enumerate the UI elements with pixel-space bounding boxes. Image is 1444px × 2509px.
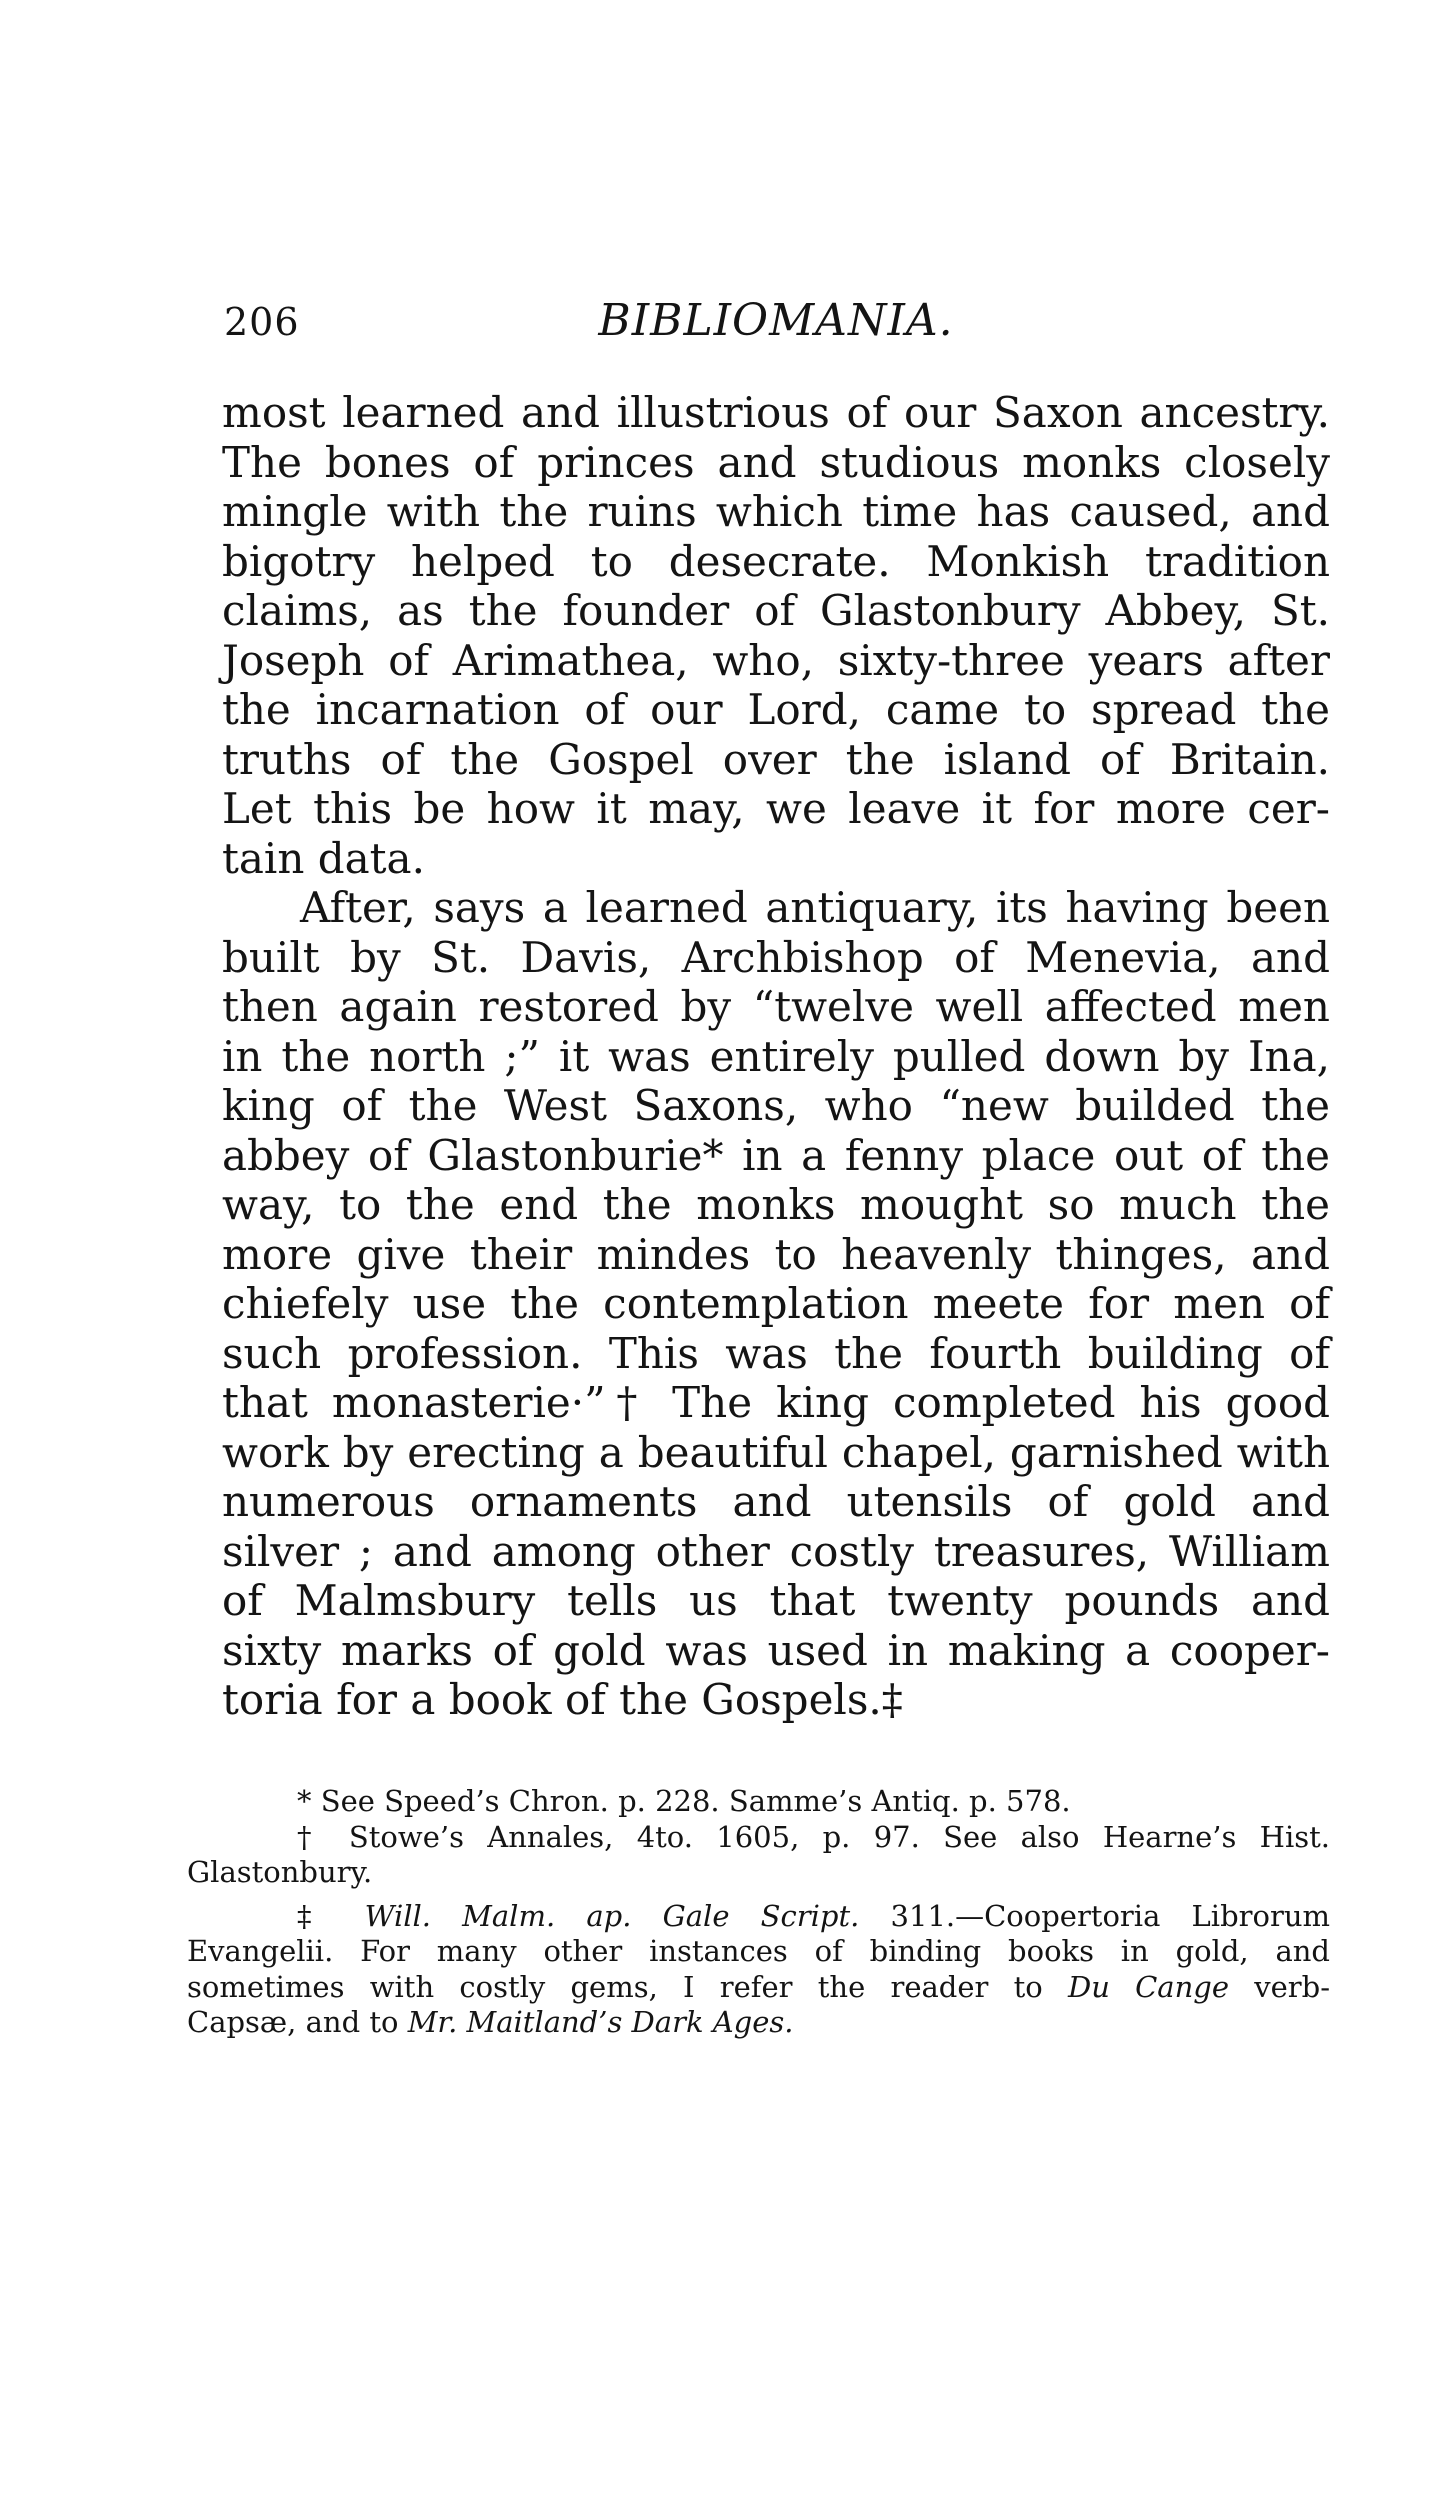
text-line	[187, 1820, 1330, 1856]
text-segment: toria for a book of the Gospels.‡	[222, 1675, 903, 1724]
text-line	[222, 1378, 1330, 1428]
text-segment: Evangelii. For many other instances of binding books in gold, and	[187, 1934, 1330, 1968]
text-segment: of Malmsbury tells us that twenty pounds and	[222, 1576, 1330, 1625]
text-segment: silver ; and among other costly treasures, William	[222, 1526, 1330, 1576]
text-line	[222, 933, 1330, 983]
text-segment: claims, as the founder of Glastonbury Abbey, St.	[222, 586, 1330, 635]
text-line	[222, 883, 1330, 933]
text-line	[222, 1032, 1330, 1082]
text-segment: that monasterie·”† The king completed his good	[222, 1378, 1330, 1427]
text-segment: After, says a learned antiquary, its having been	[300, 883, 1330, 932]
text-segment: † Stowe’s Annales, 4to. 1605, p. 97. See also Hearne’s Hist.	[297, 1819, 1330, 1854]
footnote-dagger	[187, 1820, 1330, 1891]
footnote-asterisk	[187, 1784, 1330, 1820]
text-line	[222, 685, 1330, 735]
text-segment: abbey of Glastonburie* in a fenny place out of the	[222, 1130, 1330, 1180]
text-segment: Let this be how it may, we leave it for more cer-	[222, 784, 1330, 833]
italic-text: Will. Malm. ap. Gale Script.	[364, 1898, 860, 1933]
text-segment: numerous ornaments and utensils of gold and	[222, 1477, 1330, 1526]
text-line	[187, 1855, 1330, 1891]
text-segment: way, to the end the monks mought so much the	[222, 1180, 1330, 1229]
text-line	[222, 1131, 1330, 1181]
text-segment: king of the West Saxons, who “new builded the	[222, 1081, 1330, 1130]
text-line	[222, 1675, 1330, 1725]
text-line	[222, 537, 1330, 587]
text-line	[222, 1626, 1330, 1676]
running-title: BIBLIOMANIA.	[598, 295, 954, 346]
text-line	[187, 1934, 1330, 1970]
body-text	[222, 388, 1330, 1725]
text-line	[187, 1899, 1330, 1935]
text-line	[222, 735, 1330, 785]
text-segment: * See Speed’s Chron. p. 228. Samme’s Antiq. p. 578.	[297, 1784, 1071, 1818]
text-segment: most learned and illustrious of our Saxon ancestry.	[222, 388, 1330, 437]
italic-text: Mr. Maitland’s Dark Ages.	[407, 2005, 794, 2039]
text-segment: sometimes with costly gems, I refer the reader to	[187, 1969, 1068, 2004]
text-line	[187, 1970, 1330, 2006]
text-line	[222, 982, 1330, 1032]
text-line	[222, 388, 1330, 438]
footnote-double-dagger	[187, 1899, 1330, 2041]
italic-text: Du Cange	[1067, 1969, 1229, 2004]
text-line	[222, 1329, 1330, 1379]
text-segment: the incarnation of our Lord, came to spread the	[222, 685, 1330, 734]
text-segment: Joseph of Arimathea, who, sixty-three years after	[222, 635, 1330, 685]
text-line	[222, 784, 1330, 834]
paragraph-after	[222, 883, 1330, 1725]
text-line	[222, 487, 1330, 537]
text-line	[187, 1784, 1330, 1820]
text-segment: The bones of princes and studious monks closely	[222, 437, 1330, 487]
text-line	[222, 1576, 1330, 1626]
text-segment: ‡	[297, 1898, 365, 1933]
page-number: 206	[224, 300, 300, 344]
text-segment: verb-	[1229, 1969, 1331, 2004]
text-segment: such profession. This was the fourth building of	[222, 1328, 1330, 1378]
text-segment: mingle with the ruins which time has caused, and	[222, 487, 1330, 536]
footnotes	[187, 1784, 1330, 2041]
text-line	[222, 1428, 1330, 1478]
text-segment: work by erecting a beautiful chapel, garnished with	[222, 1427, 1330, 1477]
text-line	[222, 636, 1330, 686]
text-line	[187, 2005, 1330, 2041]
text-segment: Glastonbury.	[187, 1855, 373, 1889]
text-line	[222, 1477, 1330, 1527]
text-segment: tain data.	[222, 833, 425, 883]
text-segment: more give their mindes to heavenly thinges, and	[222, 1229, 1330, 1279]
text-segment: truths of the Gospel over the island of Britain.	[222, 734, 1330, 784]
text-line	[222, 834, 1330, 884]
text-line	[222, 1180, 1330, 1230]
text-segment: bigotry helped to desecrate. Monkish tradition	[222, 536, 1330, 586]
text-segment: sixty marks of gold was used in making a cooper-	[222, 1625, 1330, 1675]
text-line	[222, 586, 1330, 636]
paragraph-continuation	[222, 388, 1330, 883]
text-segment: chiefely use the contemplation meete for men of	[222, 1279, 1330, 1328]
text-line	[222, 1527, 1330, 1577]
text-segment: then again restored by “twelve well affected men	[222, 982, 1330, 1031]
text-line	[222, 1081, 1330, 1131]
text-segment: built by St. Davis, Archbishop of Menevia, and	[222, 932, 1330, 982]
text-segment: Capsæ, and to	[187, 2005, 408, 2039]
text-segment: in the north ;” it was entirely pulled down by Ina,	[222, 1031, 1330, 1081]
text-line	[222, 438, 1330, 488]
text-line	[222, 1230, 1330, 1280]
text-line	[222, 1279, 1330, 1329]
text-segment: 311.—Coopertoria Librorum	[859, 1898, 1330, 1933]
